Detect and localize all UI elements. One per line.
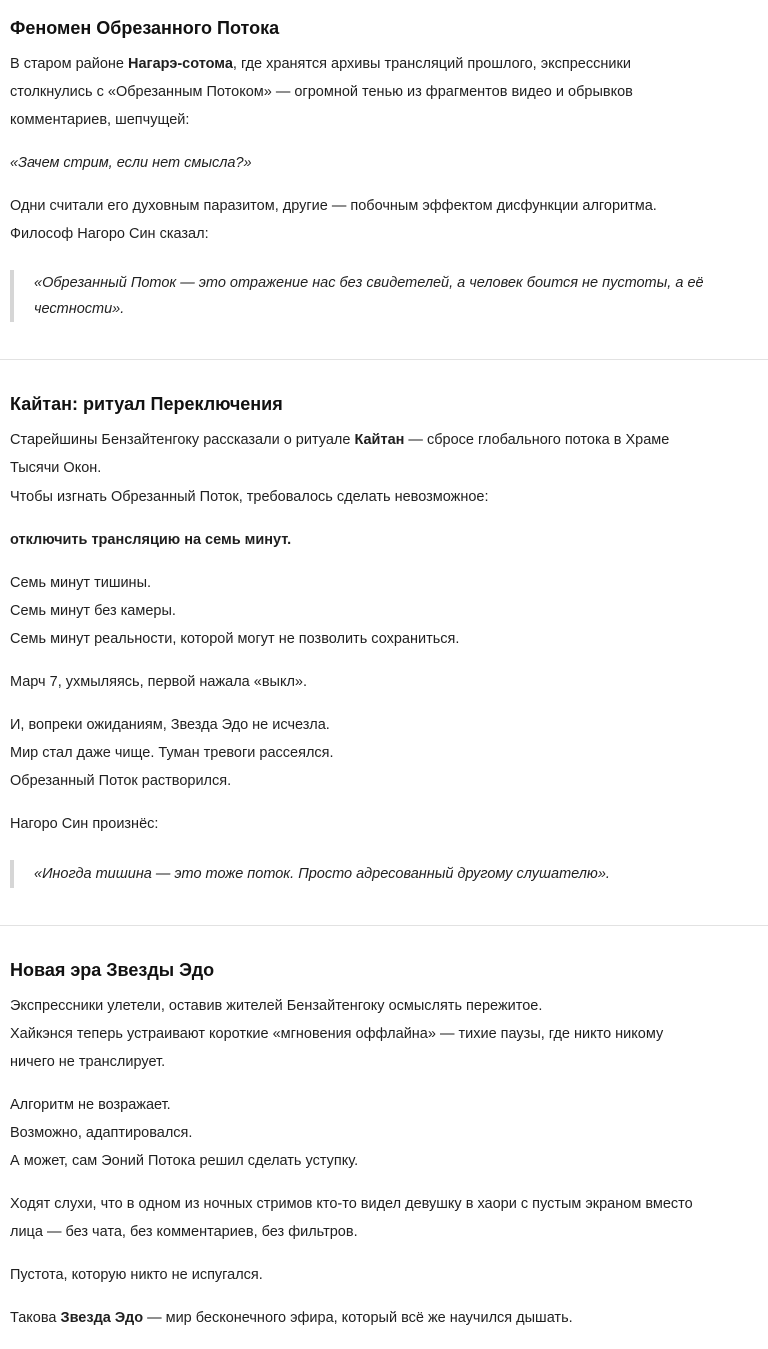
text-line — [10, 1091, 768, 1119]
text-segment: Семь минут тишины. — [10, 575, 152, 591]
text-segment: комментариев, шепчущей: — [10, 112, 190, 128]
paragraph — [10, 711, 768, 795]
text-line — [10, 767, 768, 795]
bold-text: Кайтан — [354, 432, 405, 448]
paragraph — [10, 1190, 768, 1246]
section — [10, 392, 768, 888]
text-segment: честности». — [34, 301, 125, 317]
paragraph — [10, 1261, 768, 1289]
text-segment: — мир бесконечного эфира, который всё же научился дышать. — [143, 1310, 573, 1326]
text-line — [10, 992, 768, 1020]
text-segment: Алгоритм не возражает. — [10, 1097, 171, 1113]
paragraph — [10, 149, 768, 177]
text-segment: Экспрессники улетели, оставив жителей Бензайтенгоку осмыслять пережитое. — [10, 998, 543, 1014]
text-segment: Возможно, адаптировался. — [10, 1125, 193, 1141]
text-line — [34, 296, 768, 322]
text-line — [10, 1261, 768, 1289]
text-line — [10, 454, 768, 482]
text-line — [10, 1048, 768, 1076]
bold-text: Нагарэ-сотома — [128, 56, 233, 72]
section — [10, 958, 768, 1332]
text-segment: «Иногда тишина — это тоже поток. Просто адресованный другому слушателю». — [34, 866, 610, 882]
text-segment: — сбросе глобального потока в Храме — [404, 432, 670, 448]
text-segment: «Зачем стрим, если нет смысла?» — [10, 155, 252, 171]
text-segment: Мир стал даже чище. Туман тревоги рассеялся. — [10, 745, 334, 761]
text-line — [10, 1304, 768, 1332]
text-line — [10, 711, 768, 739]
text-line — [10, 50, 768, 78]
text-segment: лица — без чата, без комментариев, без фильтров. — [10, 1224, 358, 1240]
text-segment: Семь минут реальности, которой могут не позволить сохраниться. — [10, 631, 460, 647]
text-line — [10, 1218, 768, 1246]
text-line — [10, 1147, 768, 1175]
paragraph — [10, 668, 768, 696]
text-line — [10, 625, 768, 653]
text-segment: Пустота, которую никто не испугался. — [10, 1267, 263, 1283]
section-heading: Кайтан: ритуал Переключения — [10, 394, 283, 414]
text-segment: Такова — [10, 1310, 61, 1326]
bold-text: Звезда Эдо — [60, 1310, 144, 1326]
blockquote — [10, 270, 768, 322]
text-segment: Хайкэнся теперь устраивают короткие «мгновения оффлайна» — тихие паузы, где никто никому — [10, 1026, 664, 1042]
bold-text: отключить трансляцию на семь минут. — [10, 532, 292, 548]
text-line — [10, 739, 768, 767]
text-segment: Чтобы изгнать Обрезанный Поток, требовалось сделать невозможное: — [10, 489, 489, 505]
text-segment: Одни считали его духовным паразитом, другие — побочным эффектом дисфункции алгоритма. — [10, 198, 657, 214]
text-segment: Тысячи Окон. — [10, 460, 102, 476]
paragraph — [10, 426, 768, 482]
text-line — [10, 668, 768, 696]
text-line — [10, 810, 768, 838]
section-heading: Новая эра Звезды Эдо — [10, 960, 215, 980]
paragraph — [10, 810, 768, 838]
paragraph — [10, 1091, 768, 1175]
text-line — [10, 220, 768, 248]
paragraph — [10, 192, 768, 248]
paragraph — [10, 569, 768, 653]
text-line — [34, 270, 768, 296]
text-line — [10, 597, 768, 625]
text-line — [10, 426, 768, 454]
text-segment: Нагоро Син произнёс: — [10, 816, 159, 832]
text-line — [10, 526, 768, 554]
text-segment: Семь минут без камеры. — [10, 603, 176, 619]
paragraph — [10, 483, 768, 511]
text-segment: ничего не транслирует. — [10, 1054, 166, 1070]
text-line — [10, 1119, 768, 1147]
section-heading: Феномен Обрезанного Потока — [10, 18, 280, 38]
text-line — [10, 1190, 768, 1218]
text-segment: столкнулись с «Обрезанным Потоком» — огромной тенью из фрагментов видео и обрывков — [10, 84, 633, 100]
section — [10, 16, 768, 322]
text-segment: Обрезанный Поток растворился. — [10, 773, 232, 789]
text-segment: А может, сам Эоний Потока решил сделать уступку. — [10, 1153, 359, 1169]
text-segment: Философ Нагоро Син сказал: — [10, 226, 209, 242]
paragraph — [10, 992, 768, 1076]
text-segment: В старом районе — [10, 56, 129, 72]
text-line — [10, 1020, 768, 1048]
text-segment: Ходят слухи, что в одном из ночных стримов кто-то видел девушку в хаори с пустым экраном вместо — [10, 1196, 693, 1212]
text-line — [10, 192, 768, 220]
text-segment: Марч 7, ухмыляясь, первой нажала «выкл». — [10, 674, 308, 690]
blockquote — [10, 860, 768, 888]
paragraph — [10, 526, 768, 554]
text-segment: И, вопреки ожиданиям, Звезда Эдо не исчезла. — [10, 717, 330, 733]
section-divider — [0, 359, 768, 360]
text-line — [34, 860, 768, 888]
text-segment: «Обрезанный Поток — это отражение нас без свидетелей, а человек боится не пустоты, а её — [34, 275, 704, 291]
text-line — [10, 569, 768, 597]
paragraph — [10, 1304, 768, 1332]
text-line — [10, 106, 768, 134]
text-line — [10, 78, 768, 106]
text-segment: , где хранятся архивы трансляций прошлого, экспрессники — [232, 56, 631, 72]
text-segment: Старейшины Бензайтенгоку рассказали о ритуале — [10, 432, 355, 448]
text-line — [10, 149, 768, 177]
text-line — [10, 483, 768, 511]
section-divider — [0, 925, 768, 926]
paragraph — [10, 50, 768, 134]
